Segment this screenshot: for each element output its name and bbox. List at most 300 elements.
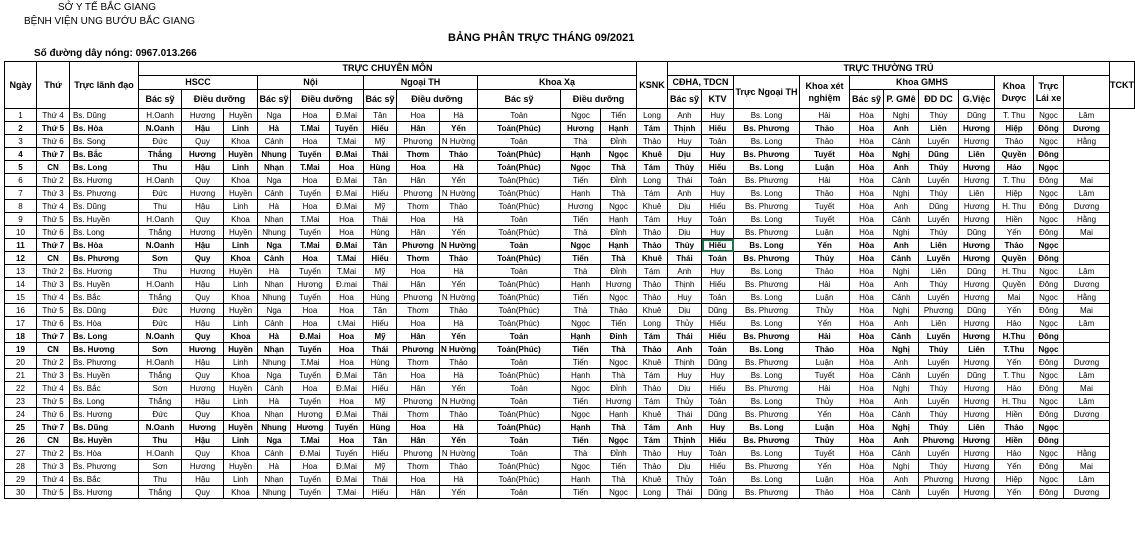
table-cell[interactable]: Liên [959,187,995,200]
table-cell[interactable]: Hậu [182,473,224,486]
table-cell[interactable]: Phương [919,434,959,447]
table-cell[interactable]: Anh [668,421,702,434]
table-cell[interactable]: Đông [1034,122,1064,135]
table-cell[interactable]: Cảnh [884,486,919,499]
table-cell[interactable]: Dịu [668,460,702,473]
table-cell[interactable]: Bs. Phương [734,278,800,291]
table-cell[interactable]: 10 [5,226,37,239]
table-cell[interactable]: Thảo [637,278,668,291]
table-cell[interactable]: Toản(Phúc) [478,187,561,200]
table-cell[interactable]: Bs. Dũng [70,109,139,122]
table-cell[interactable]: T. Thu [995,174,1034,187]
table-cell[interactable]: Thảo [995,239,1034,252]
table-cell[interactable]: Bs. Long [734,343,800,356]
table-cell[interactable]: Yến [995,460,1034,473]
table-cell[interactable]: Hà [440,369,478,382]
table-cell[interactable]: Thắng [139,369,182,382]
table-cell[interactable]: Tám [637,161,668,174]
table-cell[interactable]: Hoa [330,343,364,356]
table-cell[interactable]: Nhạn [258,343,291,356]
table-cell[interactable]: 30 [5,486,37,499]
table-cell[interactable]: Bs. Long [734,473,800,486]
table-cell[interactable]: Luyến [919,174,959,187]
table-cell[interactable]: Hảo [995,317,1034,330]
table-cell[interactable]: Hoa [397,265,440,278]
group-cdha-tdcn-header[interactable]: CĐHA, TDCN [668,76,734,90]
table-cell[interactable]: Ngọc [601,148,637,161]
table-cell[interactable]: Thà [601,343,637,356]
table-cell[interactable]: Khoa [224,447,258,460]
table-cell[interactable]: Linh [224,317,258,330]
table-cell[interactable]: Thứ 3 [37,187,70,200]
table-cell[interactable]: Thà [601,473,637,486]
table-cell[interactable]: Hòa [850,213,884,226]
table-cell[interactable]: Hà [440,317,478,330]
table-cell[interactable]: Bs. Long [734,213,800,226]
table-cell[interactable]: Thà [561,226,601,239]
table-cell[interactable]: Hương [291,421,330,434]
table-cell[interactable]: Đ.Mai [330,239,364,252]
table-cell[interactable]: Linh [224,356,258,369]
table-cell[interactable]: Linh [224,395,258,408]
table-cell[interactable]: Thảo [440,460,478,473]
table-cell[interactable]: Đ.Mai [291,330,330,343]
table-cell[interactable]: Thảo [601,304,637,317]
table-cell[interactable]: Khoa [224,408,258,421]
table-cell[interactable]: Dương [1064,122,1110,135]
table-cell[interactable]: Bs. Phương [70,187,139,200]
table-cell[interactable]: Hậu [182,200,224,213]
table-cell[interactable]: Hương [182,382,224,395]
table-cell[interactable]: 7 [5,187,37,200]
col-ngoai-bac-sy-header[interactable]: Bác sỹ [364,90,397,109]
table-cell[interactable]: Bs. Phương [734,356,800,369]
table-cell[interactable]: Toản [702,213,734,226]
table-cell[interactable]: Ngọc [1034,395,1064,408]
table-cell[interactable]: Thảo [637,239,668,252]
table-cell[interactable]: Linh [224,161,258,174]
table-cell[interactable]: 26 [5,434,37,447]
table-cell[interactable]: Hương [959,317,995,330]
table-cell[interactable]: Ngọc [1034,135,1064,148]
table-cell[interactable]: Thắng [139,226,182,239]
table-cell[interactable]: Thứ 5 [37,122,70,135]
table-cell[interactable]: Hương [959,161,995,174]
table-cell[interactable]: Luyến [919,135,959,148]
table-cell[interactable]: Hạnh [561,330,601,343]
table-cell[interactable]: Toản [478,395,561,408]
table-cell[interactable]: Khoa [224,252,258,265]
table-cell[interactable]: Anh [884,395,919,408]
table-cell[interactable]: Đông [1034,252,1064,265]
table-cell[interactable]: N.Oanh [139,421,182,434]
table-cell[interactable]: Hương [959,460,995,473]
table-cell[interactable]: Bs. Huyền [70,369,139,382]
table-cell[interactable]: Thứ 3 [37,369,70,382]
table-cell[interactable]: 13 [5,265,37,278]
table-cell[interactable]: Hùng [364,356,397,369]
table-cell[interactable]: 5 [5,161,37,174]
table-cell[interactable]: Huy [702,265,734,278]
table-cell[interactable]: Hiếu [702,434,734,447]
table-cell[interactable]: Hoa [397,317,440,330]
table-cell[interactable]: Tuyến [291,265,330,278]
table-cell[interactable]: Toản(Phúc) [478,408,561,421]
table-cell[interactable]: Hòa [850,187,884,200]
table-cell[interactable]: Anh [884,434,919,447]
table-cell[interactable]: Lâm [1064,187,1110,200]
table-cell[interactable]: Huy [668,369,702,382]
table-cell[interactable]: Thứ 6 [37,317,70,330]
col-gmhs-dd-dc-header[interactable]: ĐD DC [919,90,959,109]
table-cell[interactable]: Hoa [397,421,440,434]
table-cell[interactable]: Thơm [397,408,440,421]
table-cell[interactable]: Hạnh [561,148,601,161]
table-cell[interactable]: Cảnh [884,408,919,421]
table-cell[interactable]: Thơm [397,148,440,161]
table-cell[interactable]: Toản(Phúc) [478,369,561,382]
table-cell[interactable]: Bs. Huyền [70,434,139,447]
table-cell[interactable]: Hà [258,265,291,278]
table-cell[interactable]: Hòa [850,265,884,278]
table-cell[interactable]: Quyền [995,252,1034,265]
table-cell[interactable]: Hương [182,343,224,356]
table-cell[interactable]: Nga [258,434,291,447]
table-cell[interactable]: Hoa [291,174,330,187]
table-cell[interactable]: Thái [668,330,702,343]
table-cell[interactable]: Phương [397,239,440,252]
table-cell[interactable]: Luận [800,356,850,369]
table-cell[interactable]: Hân [397,382,440,395]
table-cell[interactable]: Huyền [224,148,258,161]
table-cell[interactable]: Hoa [397,109,440,122]
table-cell[interactable]: Tân [364,369,397,382]
table-cell[interactable]: Thơm [397,200,440,213]
table-cell[interactable]: Tuyết [800,200,850,213]
table-cell[interactable]: Phương [397,447,440,460]
table-cell[interactable]: Ngọc [561,408,601,421]
table-cell[interactable]: Thứ 5 [37,213,70,226]
table-cell[interactable]: Thứ 4 [37,109,70,122]
table-cell[interactable]: Hoa [291,460,330,473]
table-cell[interactable]: Hoa [291,135,330,148]
group-truc-chuyen-mon-header[interactable]: TRỰC CHUYÊN MÔN [139,62,637,76]
table-cell[interactable]: Bs. Phương [734,148,800,161]
table-cell[interactable]: Hòa [850,239,884,252]
table-cell[interactable]: Liên [959,421,995,434]
table-cell[interactable]: Hoa [330,304,364,317]
table-cell[interactable]: Huyền [224,382,258,395]
table-cell[interactable]: Huy [668,213,702,226]
table-cell[interactable] [1064,434,1110,447]
table-cell[interactable]: Huyền [224,421,258,434]
table-cell[interactable]: Tám [637,395,668,408]
table-cell[interactable]: Hòa [850,161,884,174]
table-cell[interactable]: Đông [1034,460,1064,473]
table-cell[interactable]: Toản [478,239,561,252]
table-cell[interactable]: Hải [800,109,850,122]
col-hscc-dieu-duong-header[interactable]: Điều dưỡng [182,90,258,109]
table-cell[interactable]: Thơm [397,252,440,265]
table-cell[interactable]: T.Mai [291,239,330,252]
table-cell[interactable]: Thảo [800,135,850,148]
table-cell[interactable]: Thứ 3 [37,278,70,291]
table-cell[interactable]: Hiếu [702,330,734,343]
table-cell[interactable]: Hạnh [601,239,637,252]
table-cell[interactable]: Toản(Phúc) [478,161,561,174]
table-cell[interactable]: Bs. Phương [734,304,800,317]
table-cell[interactable]: Nhung [258,291,291,304]
table-cell[interactable]: Hiền [995,434,1034,447]
table-cell[interactable]: 29 [5,473,37,486]
table-cell[interactable]: Bs. Phương [734,122,800,135]
table-cell[interactable]: Quy [182,291,224,304]
table-cell[interactable]: Hương [959,174,995,187]
table-cell[interactable]: Thứ 2 [37,174,70,187]
table-cell[interactable]: Thà [601,421,637,434]
table-cell[interactable]: Hòa [850,369,884,382]
table-cell[interactable]: Đông [1034,174,1064,187]
table-cell[interactable]: Tiến [561,486,601,499]
table-cell[interactable]: Huyền [224,226,258,239]
table-cell[interactable]: Mỹ [364,460,397,473]
table-cell[interactable]: 11 [5,239,37,252]
table-cell[interactable]: Huyền [224,187,258,200]
table-cell[interactable]: 25 [5,421,37,434]
table-cell[interactable]: Ngọc [601,434,637,447]
table-cell[interactable]: Huy [702,187,734,200]
table-cell[interactable]: Hòa [850,486,884,499]
col-khoa-xet-nghiem-header[interactable]: Khoa xét nghiệm [800,76,850,109]
table-cell[interactable] [1064,421,1110,434]
table-cell[interactable]: Lâm [1064,109,1110,122]
table-cell[interactable]: Toản [478,447,561,460]
table-cell[interactable]: Thu [139,161,182,174]
table-cell[interactable]: Thắng [139,486,182,499]
table-cell[interactable]: Đức [139,135,182,148]
table-cell[interactable]: Hảo [995,447,1034,460]
table-cell[interactable]: Nghị [884,226,919,239]
table-cell[interactable]: Toản(Phúc) [478,174,561,187]
table-cell[interactable]: Thứ 5 [37,304,70,317]
table-cell[interactable]: Bs. Song [70,135,139,148]
table-cell[interactable]: Tiến [561,343,601,356]
table-cell[interactable]: Bs. Phương [734,382,800,395]
table-cell[interactable]: Thủy [800,304,850,317]
table-cell[interactable]: 18 [5,330,37,343]
table-cell[interactable]: Toản(Phúc) [478,460,561,473]
table-cell[interactable]: Ngọc [561,239,601,252]
table-cell[interactable]: Hòa [850,395,884,408]
table-cell[interactable]: Đ.Mai [330,460,364,473]
table-cell[interactable]: T.Mai [291,213,330,226]
table-cell[interactable]: Thái [668,252,702,265]
table-cell[interactable]: Hiếu [364,317,397,330]
table-cell[interactable]: Quy [182,330,224,343]
table-cell[interactable]: Khuê [637,473,668,486]
table-cell[interactable]: Thảo [440,304,478,317]
table-cell[interactable]: Thủy [668,239,702,252]
table-cell[interactable]: Thu [139,434,182,447]
table-cell[interactable]: Bs. Hương [70,265,139,278]
table-cell[interactable]: Đỉnh [601,382,637,395]
table-cell[interactable]: Luận [800,421,850,434]
table-cell[interactable]: Bs. Bắc [70,473,139,486]
table-cell[interactable]: Hân [397,330,440,343]
table-cell[interactable]: Đỉnh [601,330,637,343]
table-cell[interactable]: Thúy [919,109,959,122]
table-cell[interactable]: Mai [1064,460,1110,473]
table-cell[interactable]: Toản [478,382,561,395]
table-cell[interactable]: Tân [364,109,397,122]
table-cell[interactable]: Dũng [959,109,995,122]
table-cell[interactable]: Hương [959,291,995,304]
table-cell[interactable]: Thảo [440,252,478,265]
table-cell[interactable]: Ngọc [1034,369,1064,382]
table-cell[interactable]: Nhạn [258,408,291,421]
table-cell[interactable]: Đ.Mai [330,382,364,395]
table-cell[interactable]: Ngọc [561,382,601,395]
table-cell[interactable]: Anh [884,317,919,330]
table-cell[interactable]: Hạnh [561,369,601,382]
table-cell[interactable] [1064,239,1110,252]
table-cell[interactable]: Dương [1064,200,1110,213]
table-cell[interactable]: Hân [397,122,440,135]
table-cell[interactable]: Dịu [668,382,702,395]
table-cell[interactable]: Đ.Mai [330,187,364,200]
table-cell[interactable]: Bs. Long [734,395,800,408]
table-cell[interactable]: Hoa [291,252,330,265]
table-cell[interactable]: Bs. Bắc [70,148,139,161]
table-cell[interactable]: T.Mai [291,434,330,447]
table-cell[interactable]: Hương [959,252,995,265]
table-cell[interactable]: 3 [5,135,37,148]
table-cell[interactable]: H.Oanh [139,356,182,369]
table-cell[interactable]: Nhạn [258,278,291,291]
table-cell[interactable]: Quy [182,135,224,148]
table-cell[interactable]: Quyền [995,278,1034,291]
table-cell[interactable]: 8 [5,200,37,213]
table-cell[interactable]: Lâm [1064,317,1110,330]
table-cell[interactable]: Hiếu [364,447,397,460]
col-xa-bac-sy-header[interactable]: Bác sỹ [478,90,561,109]
col-hscc-bac-sy-header[interactable]: Bác sỹ [139,90,182,109]
table-cell[interactable]: Hòa [850,408,884,421]
table-cell[interactable]: Bs. Long [734,265,800,278]
table-cell[interactable]: Hiệp [995,473,1034,486]
table-cell[interactable]: Hương [959,486,995,499]
table-cell[interactable]: Hương [561,122,601,135]
table-cell[interactable]: Nghị [884,460,919,473]
table-cell[interactable]: Tiến [561,213,601,226]
table-cell[interactable]: Toản(Phúc) [478,317,561,330]
table-cell[interactable]: H.Thu [995,330,1034,343]
table-cell[interactable]: Nhạn [258,161,291,174]
table-cell[interactable]: T.Mai [330,252,364,265]
table-cell[interactable]: Long [637,317,668,330]
table-cell[interactable]: Hân [397,434,440,447]
table-cell[interactable]: Huyền [224,265,258,278]
table-cell[interactable]: Thúy [919,343,959,356]
table-cell[interactable]: Đ.Mai [330,148,364,161]
table-cell[interactable]: Đông [1034,226,1064,239]
table-cell[interactable]: Hoa [291,200,330,213]
col-gmhs-bac-sy-header[interactable]: Bác sỹ [850,90,884,109]
table-cell[interactable]: Hương [959,213,995,226]
table-cell[interactable]: Bs. Huyền [70,278,139,291]
table-cell[interactable]: Thứ 4 [37,200,70,213]
table-cell[interactable]: Hải [800,330,850,343]
table-cell[interactable]: Khoa [224,213,258,226]
table-cell[interactable]: Huyền [224,343,258,356]
table-cell[interactable]: Khuê [637,252,668,265]
table-cell[interactable]: Hòa [850,447,884,460]
col-truc-lai-xe-header[interactable]: Trực Lái xe [1034,76,1064,109]
table-cell[interactable]: Nhạn [258,213,291,226]
table-cell[interactable]: T.Mai [330,486,364,499]
table-cell[interactable]: Đ.Mai [330,174,364,187]
table-cell[interactable]: Hải [800,278,850,291]
table-cell[interactable]: Khuê [637,200,668,213]
table-cell[interactable]: Ngọc [1034,187,1064,200]
table-cell[interactable]: CN [37,252,70,265]
table-cell[interactable]: Yến [440,486,478,499]
col-ngoai-dieu-duong-header[interactable]: Điều dưỡng [397,90,478,109]
table-cell[interactable]: Thủy [668,317,702,330]
table-cell[interactable]: Ngọc [1034,109,1064,122]
table-cell[interactable]: Hòa [850,148,884,161]
table-cell[interactable]: Bs. Phương [70,252,139,265]
table-cell[interactable]: Hạnh [561,421,601,434]
table-cell[interactable]: Ngọc [561,460,601,473]
table-cell[interactable]: Thảo [637,343,668,356]
table-cell[interactable]: Ngọc [601,291,637,304]
table-cell[interactable]: Dương [1064,356,1110,369]
table-cell[interactable]: Thái [364,213,397,226]
table-cell[interactable]: Bs. Phương [70,356,139,369]
table-cell[interactable]: Luận [800,291,850,304]
table-cell[interactable]: Khuê [637,356,668,369]
table-cell[interactable]: Toản(Phúc) [478,122,561,135]
table-cell[interactable]: Ngọc [1034,265,1064,278]
table-cell[interactable]: Bs. Long [734,187,800,200]
table-cell[interactable]: Quy [182,447,224,460]
table-cell[interactable]: Hương [182,265,224,278]
table-cell[interactable]: Tiến [561,291,601,304]
table-cell[interactable]: Thúy [919,161,959,174]
table-cell[interactable]: Đông [1034,356,1064,369]
table-cell[interactable]: Anh [884,239,919,252]
table-cell[interactable]: Tuyết [800,148,850,161]
table-cell[interactable]: Anh [668,343,702,356]
table-cell[interactable]: Huyền [224,109,258,122]
table-cell[interactable]: Cảnh [258,252,291,265]
table-cell[interactable]: Đức [139,408,182,421]
table-cell[interactable]: Thịnh [668,278,702,291]
table-cell[interactable]: Tám [637,213,668,226]
table-cell[interactable]: Tuyết [800,369,850,382]
table-cell[interactable]: Tuyết [800,213,850,226]
table-cell[interactable]: Hậu [182,317,224,330]
col-thu-header[interactable]: Thứ [37,62,70,109]
table-cell[interactable]: Luyến [919,356,959,369]
table-cell[interactable]: H.Oanh [139,174,182,187]
table-cell[interactable]: Thu [139,265,182,278]
table-cell[interactable]: Tám [637,122,668,135]
table-cell[interactable]: Hương [182,187,224,200]
table-cell[interactable]: Luyến [919,252,959,265]
table-cell[interactable]: Ngọc [1034,161,1064,174]
